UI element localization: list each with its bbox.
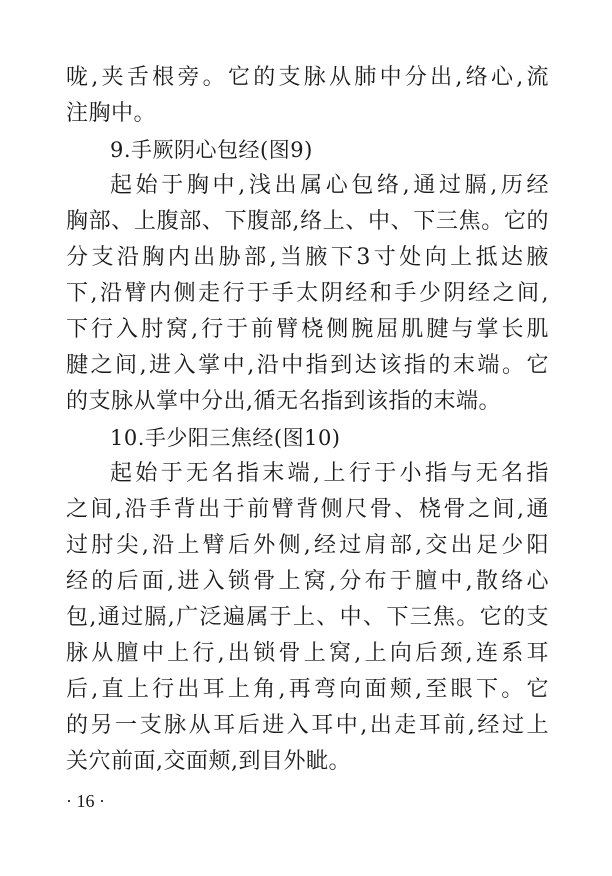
text-line: 关穴前面,交面颊,到目外眦。 [66,749,351,774]
section-heading: 10.手少阳三焦经(图10) [110,426,341,450]
text-line: 之间,沿手背出于前臂背侧尺骨、桡骨之间,通 [66,497,549,522]
text-line: 包,通过膈,广泛遍属于上、中、下三焦。它的支 [66,605,549,630]
text-line: 腱之间,进入掌中,沿中指到达该指的末端。它 [66,353,549,378]
text-line: 的另一支脉从耳后进入耳中,出走耳前,经过上 [66,713,549,738]
text-line: 胸部、上腹部、下腹部,络上、中、下三焦。它的 [66,209,549,234]
page-number: · 16 · [66,791,105,811]
text-line: 过肘尖,沿上臂后外侧,经过肩部,交出足少阳 [66,533,549,558]
text-line: 起始于无名指末端,上行于小指与无名指 [110,461,549,486]
text-line: 的支脉从掌中分出,循无名指到该指的末端。 [66,389,501,414]
text-line: 后,直上行出耳上角,再弯向面颊,至眼下。它 [66,677,549,702]
text-line: 下,沿臂内侧走行于手太阴经和手少阴经之间, [66,281,549,306]
section-heading: 9.手厥阴心包经(图9) [110,138,313,162]
text-line: 咙,夹舌根旁。它的支脉从肺中分出,络心,流 [66,65,549,90]
text-line: 经的后面,进入锁骨上窝,分布于膻中,散络心 [66,569,549,594]
text-line: 注胸中。 [66,101,157,126]
text-line: 分支沿胸内出胁部,当腋下3寸处向上抵达腋 [66,245,549,270]
text-line: 起始于胸中,浅出属心包络,通过膈,历经 [110,173,549,198]
text-line: 脉从膻中上行,出锁骨上窝,上向后颈,连系耳 [66,641,549,666]
text-line: 下行入肘窝,行于前臂桡侧腕屈肌腱与掌长肌 [66,317,549,342]
page-body [66,60,549,780]
